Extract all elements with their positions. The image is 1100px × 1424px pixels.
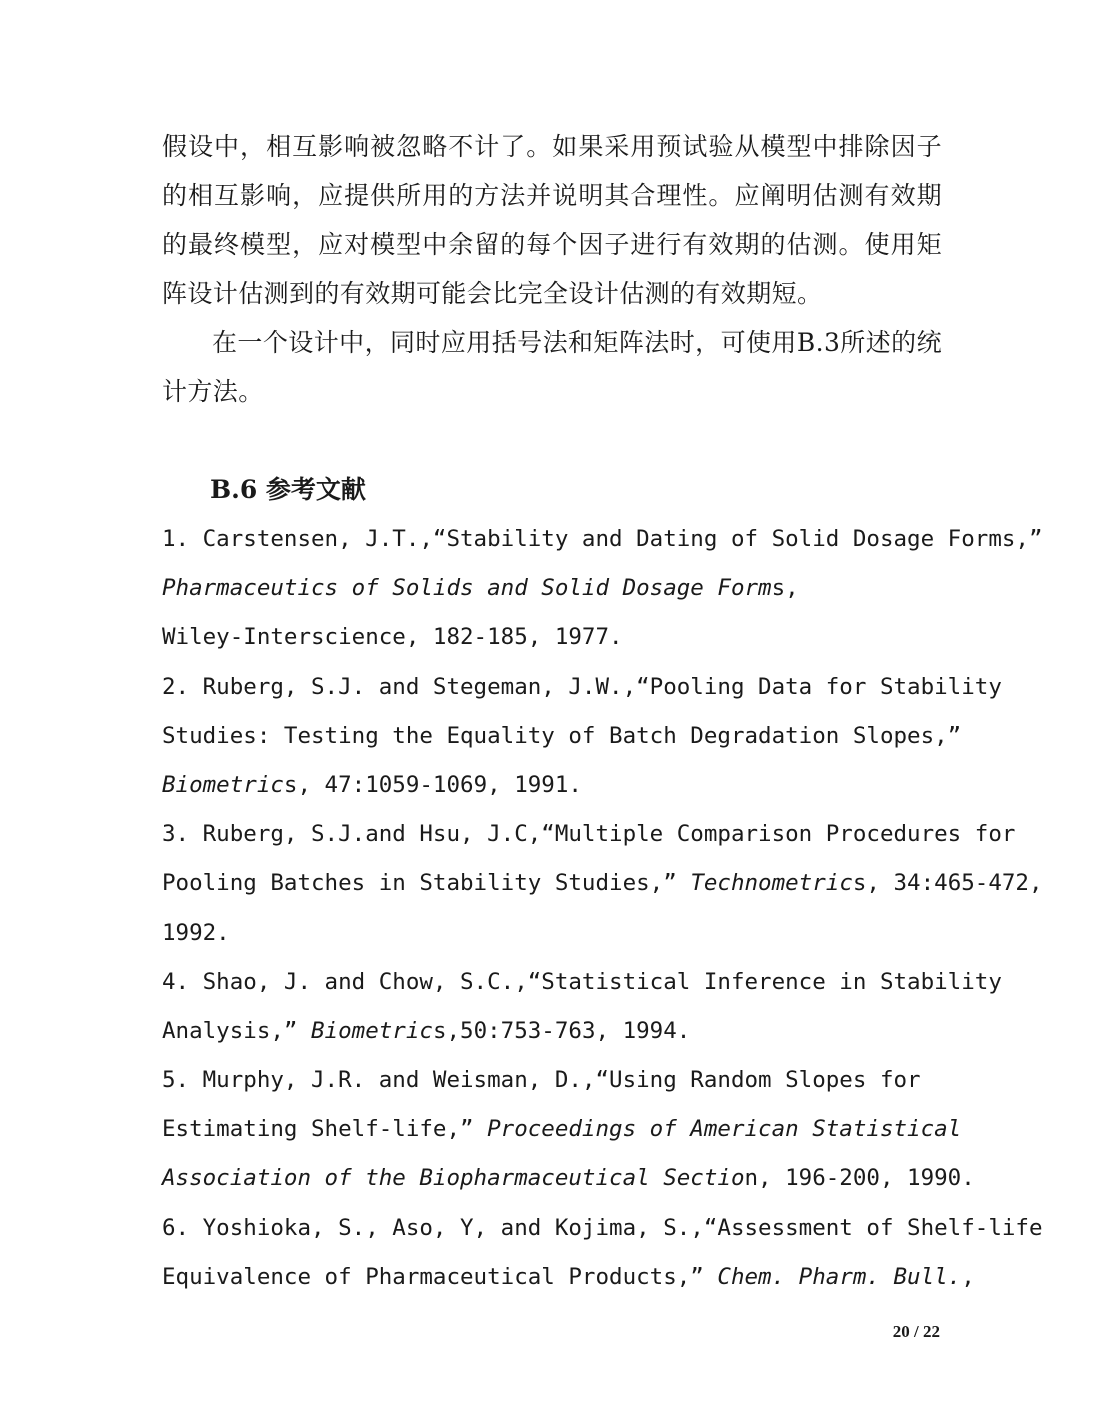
reference-5-line-2: Estimating Shelf-life,” Proceedings of American Statistical: [162, 1116, 962, 1143]
reference-1-line-1: 1. Carstensen, J.T.,“Stability and Dating of Solid Dosage Forms,”: [162, 526, 1043, 552]
paragraph-bracketing-matrixing: 在一个设计中，同时应用括号法和矩阵法时，可使用B.3所述的统计方法。: [162, 328, 942, 406]
reference-4-line-2: Analysis,” Biometrics,50:753-763, 1994.: [162, 1017, 691, 1044]
body-text: [162, 122, 942, 416]
reference-2-line-3: Biometrics, 47:1059-1069, 1991.: [162, 771, 582, 798]
reference-1-line-3: Wiley-Interscience, 182-185, 1977.: [162, 624, 623, 651]
reference-list: [162, 515, 1043, 1302]
paragraph-interaction-note: 假设中，相互影响被忽略不计了。如果采用预试验从模型中排除因子的相互影响，应提供所用的方法并说明其合理性。应阐明估测有效期的最终模型，应对模型中余留的每个因子进行有效期的估测。使用矩阵设计估测到的有效期可能会比完全设计估测的有效期短。: [162, 132, 942, 308]
reference-6-line-2: Equivalence of Pharmaceutical Products,” Chem. Pharm. Bull.,: [162, 1263, 975, 1290]
section-heading-references: B.6 参考文献: [210, 475, 366, 504]
reference-1-line-2: Pharmaceutics of Solids and Solid Dosage Forms,: [162, 575, 799, 602]
reference-3-line-1: 3. Ruberg, S.J.and Hsu, J.C,“Multiple Comparison Procedures for: [162, 821, 1016, 848]
reference-3-line-3: 1992.: [162, 919, 230, 946]
reference-2-line-2: Studies: Testing the Equality of Batch Degradation Slopes,”: [162, 722, 962, 749]
reference-4-line-1: 4. Shao, J. and Chow, S.C.,“Statistical Inference in Stability: [162, 968, 1002, 995]
page-number: 20 / 22: [892, 1322, 940, 1341]
reference-3-line-2: Pooling Batches in Stability Studies,” Technometrics, 34:465-472,: [162, 870, 1043, 897]
reference-6-line-1: 6. Yoshioka, S., Aso, Y, and Kojima, S.,“Assessment of Shelf-life: [162, 1214, 1043, 1241]
reference-5-line-3: Association of the Biopharmaceutical Section, 196-200, 1990.: [162, 1165, 975, 1192]
reference-2-line-1: 2. Ruberg, S.J. and Stegeman, J.W.,“Pooling Data for Stability: [162, 673, 1002, 700]
reference-5-line-1: 5. Murphy, J.R. and Weisman, D.,“Using Random Slopes for: [162, 1067, 921, 1094]
